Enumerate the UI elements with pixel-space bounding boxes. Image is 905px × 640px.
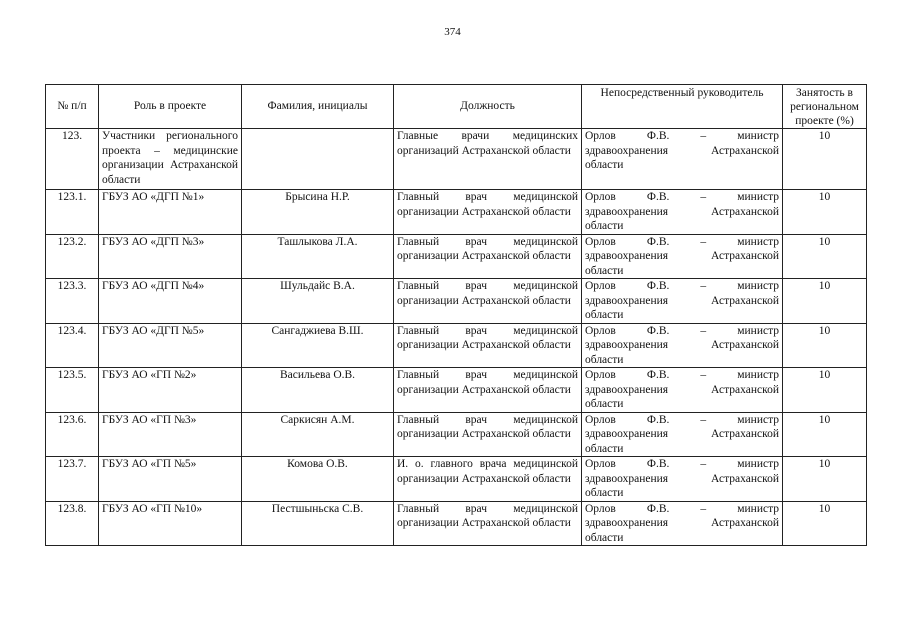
table-row <box>46 501 867 546</box>
row-role: ГБУЗ АО «ГП №3» <box>99 412 242 457</box>
table-row <box>46 129 867 190</box>
table-row <box>46 368 867 413</box>
row-position: Главный врач медицинской организации Астраханской области <box>394 234 582 279</box>
page-number: 374 <box>444 26 461 38</box>
header-load: Занятость в региональном проекте (%) <box>783 85 867 129</box>
table-row <box>46 279 867 324</box>
row-position: Главный врач медицинской организации Астраханской области <box>394 190 582 235</box>
row-num: 123.1. <box>46 190 99 235</box>
table-row <box>46 457 867 502</box>
header-num: № п/п <box>46 85 99 129</box>
row-load: 10 <box>783 234 867 279</box>
row-role: ГБУЗ АО «ГП №5» <box>99 457 242 502</box>
row-role: ГБУЗ АО «ДГП №4» <box>99 279 242 324</box>
row-manager: Орлов Ф.В. – министр здравоохранения Астраханской области <box>582 234 783 279</box>
row-role: ГБУЗ АО «ДГП №5» <box>99 323 242 368</box>
row-name: Ташлыкова Л.А. <box>242 234 394 279</box>
row-name: Брысина Н.Р. <box>242 190 394 235</box>
row-load: 10 <box>783 501 867 546</box>
table-row <box>46 323 867 368</box>
row-load: 10 <box>783 323 867 368</box>
table-row <box>46 412 867 457</box>
row-load: 10 <box>783 279 867 324</box>
row-name: Сангаджиева В.Ш. <box>242 323 394 368</box>
row-name: Саркисян А.М. <box>242 412 394 457</box>
row-position: Главный врач медицинской организации Астраханской области <box>394 368 582 413</box>
row-name: Пестшыньска С.В. <box>242 501 394 546</box>
row-position: Главный врач медицинской организации Астраханской области <box>394 279 582 324</box>
row-num: 123.5. <box>46 368 99 413</box>
row-position: Главные врачи медицинских организаций Астраханской области <box>394 129 582 190</box>
row-num: 123.6. <box>46 412 99 457</box>
row-manager: Орлов Ф.В. – министр здравоохранения Астраханской области <box>582 129 783 190</box>
row-role: ГБУЗ АО «ГП №10» <box>99 501 242 546</box>
row-load: 10 <box>783 412 867 457</box>
row-role: ГБУЗ АО «ДГП №1» <box>99 190 242 235</box>
row-name <box>242 129 394 190</box>
row-position: Главный врач медицинской организации Астраханской области <box>394 412 582 457</box>
row-manager: Орлов Ф.В. – министр здравоохранения Астраханской области <box>582 368 783 413</box>
table-row <box>46 190 867 235</box>
row-num: 123.3. <box>46 279 99 324</box>
row-name: Васильева О.В. <box>242 368 394 413</box>
row-role: Участники регионального проекта – медицинские организации Астраханской области <box>99 129 242 190</box>
row-num: 123.8. <box>46 501 99 546</box>
header-manager: Непосредственный руководитель <box>582 85 783 129</box>
row-role: ГБУЗ АО «ДГП №3» <box>99 234 242 279</box>
row-load: 10 <box>783 129 867 190</box>
row-manager: Орлов Ф.В. – министр здравоохранения Астраханской области <box>582 457 783 502</box>
row-name: Шульдайс В.А. <box>242 279 394 324</box>
table-row <box>46 234 867 279</box>
participants-table <box>45 84 867 546</box>
row-manager: Орлов Ф.В. – министр здравоохранения Астраханской области <box>582 501 783 546</box>
row-num: 123. <box>46 129 99 190</box>
row-manager: Орлов Ф.В. – министр здравоохранения Астраханской области <box>582 279 783 324</box>
row-num: 123.7. <box>46 457 99 502</box>
row-name: Комова О.В. <box>242 457 394 502</box>
row-manager: Орлов Ф.В. – министр здравоохранения Астраханской области <box>582 412 783 457</box>
row-num: 123.4. <box>46 323 99 368</box>
row-num: 123.2. <box>46 234 99 279</box>
table-header-row <box>46 85 867 129</box>
row-role: ГБУЗ АО «ГП №2» <box>99 368 242 413</box>
row-load: 10 <box>783 190 867 235</box>
row-position: Главный врач медицинской организации Астраханской области <box>394 501 582 546</box>
row-load: 10 <box>783 457 867 502</box>
header-position: Должность <box>394 85 582 129</box>
header-role: Роль в проекте <box>99 85 242 129</box>
row-manager: Орлов Ф.В. – министр здравоохранения Астраханской области <box>582 190 783 235</box>
row-load: 10 <box>783 368 867 413</box>
row-position: И. о. главного врача медицинской организации Астраханской области <box>394 457 582 502</box>
row-manager: Орлов Ф.В. – министр здравоохранения Астраханской области <box>582 323 783 368</box>
header-name: Фамилия, инициалы <box>242 85 394 129</box>
row-position: Главный врач медицинской организации Астраханской области <box>394 323 582 368</box>
